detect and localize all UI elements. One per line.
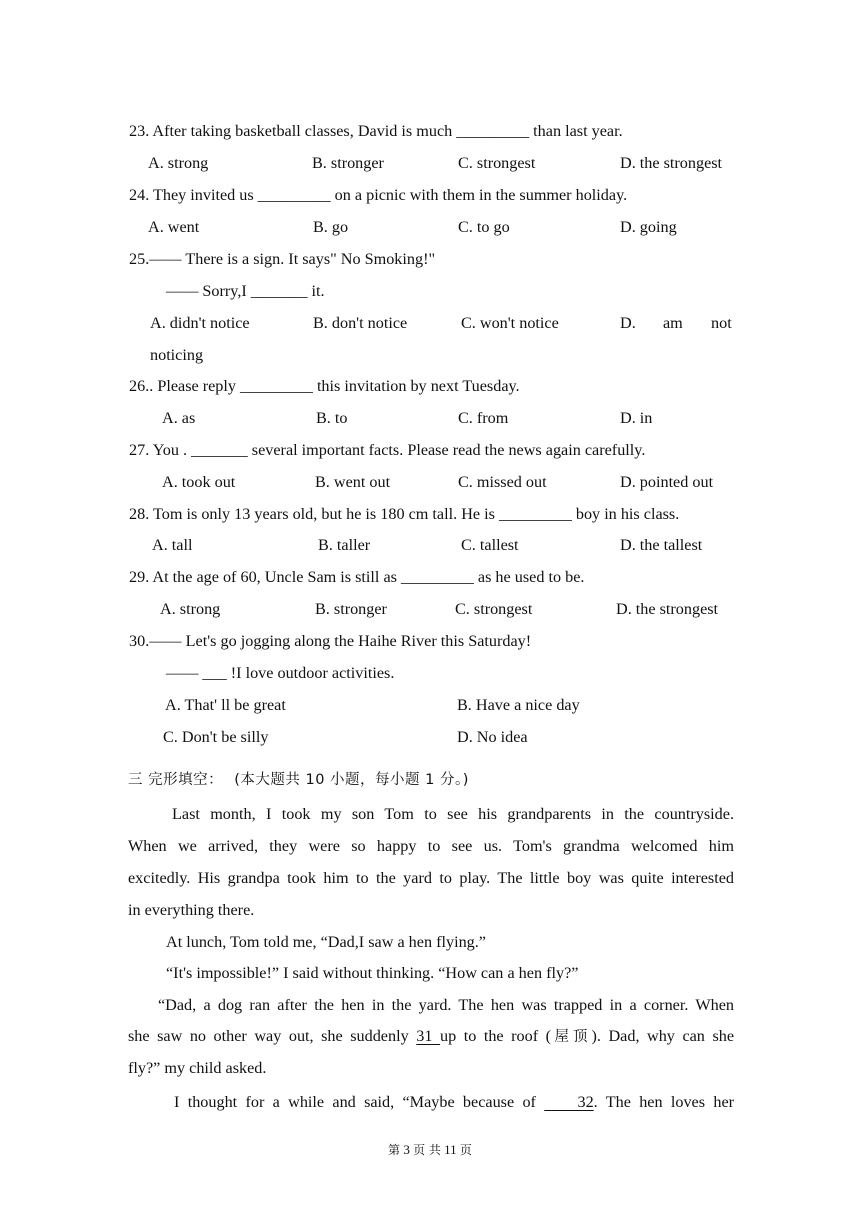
answer-blank: ___: [202, 664, 227, 682]
passage-text: up to the roof (: [439, 1027, 552, 1045]
question-stem: boy in his class.: [575, 505, 680, 523]
option-c: C. strongest: [455, 600, 533, 618]
passage-line: [174, 1094, 734, 1110]
footer-text: 第: [388, 1143, 401, 1157]
question-24: [129, 187, 627, 203]
option-d: D. the strongest: [616, 600, 719, 618]
reply-text: ——: [166, 664, 199, 682]
option-d-wrap: noticing: [150, 346, 204, 364]
question-28: [129, 506, 679, 522]
question-25: [129, 251, 435, 267]
question-stem: You: [152, 441, 179, 459]
option-a: A. as: [162, 409, 196, 427]
answer-blank: _________: [240, 377, 313, 395]
option-c: C. from: [458, 409, 509, 427]
option-a: A. didn't notice: [150, 314, 250, 332]
answer-blank: _______: [250, 282, 308, 300]
option-d: D. No idea: [457, 728, 528, 746]
footer-text: 页 共: [413, 1143, 441, 1157]
question-30-reply: [166, 665, 394, 681]
option-b: B. to: [316, 409, 348, 427]
question-25-reply: [166, 283, 325, 299]
question-stem: After taking basketball classes, David is much: [152, 122, 453, 140]
passage-line: “It's impossible!” I said without thinking. “How can a hen fly?”: [166, 964, 579, 982]
option-a: A. took out: [162, 473, 236, 491]
question-stem: on a picnic with them in the summer holiday.: [334, 186, 628, 204]
answer-blank: _________: [257, 186, 331, 204]
question-stem: Please reply: [157, 377, 236, 395]
question-26: [129, 378, 520, 394]
question-stem: They invited us: [153, 186, 254, 204]
question-number: 25.: [129, 250, 150, 268]
option-a: A. went: [148, 218, 200, 236]
option-b: B. Have a nice day: [457, 696, 580, 714]
option-c: C. Don't be silly: [163, 728, 269, 746]
passage-line: At lunch, Tom told me, “Dad,I saw a hen flying.”: [166, 933, 486, 951]
page-number: 3: [403, 1142, 410, 1157]
option-c: C. to go: [458, 218, 510, 236]
option-b: B. stronger: [312, 154, 384, 172]
question-stem: —— There is a sign. It says" No Smoking!": [149, 250, 436, 268]
question-27: [129, 442, 645, 458]
option-d: D. the strongest: [620, 154, 723, 172]
option-b: B. go: [313, 218, 349, 236]
question-number: 23.: [129, 122, 150, 140]
question-23: [129, 123, 623, 139]
question-stem: Tom is only 13 years old, but he is 180 cm tall. He is: [153, 505, 495, 523]
question-stem: as he used to be.: [477, 568, 585, 586]
cloze-blank-31: 31: [416, 1027, 440, 1045]
option-d-word: not: [711, 314, 732, 332]
passage-line: excitedly. His grandpa took him to the yard to play. The little boy was quite interested: [128, 869, 734, 887]
option-c: C. missed out: [458, 473, 547, 491]
question-30: [129, 633, 531, 649]
page-footer: [0, 1143, 860, 1156]
option-d-word: am: [663, 314, 683, 332]
reply-text: it.: [311, 282, 325, 300]
option-a: A. strong: [160, 600, 221, 618]
option-c: C. won't notice: [461, 314, 559, 332]
option-a: A. That' ll be great: [165, 696, 286, 714]
question-number: 24.: [129, 186, 150, 204]
option-b: B. don't notice: [313, 314, 408, 332]
question-number: 26..: [129, 377, 154, 395]
passage-line: “Dad, a dog ran after the hen in the yard. The hen was trapped in a corner. When: [158, 996, 734, 1014]
passage-line: fly?” my child asked.: [128, 1059, 267, 1077]
answer-blank: _________: [498, 505, 572, 523]
chinese-gloss: 屋顶: [551, 1029, 592, 1045]
option-c: C. strongest: [458, 154, 536, 172]
option-d: D.: [620, 314, 636, 332]
option-c: C. tallest: [461, 536, 519, 554]
passage-line: [128, 1028, 734, 1045]
section-title: 三 完形填空：: [128, 772, 224, 788]
reply-text: !I love outdoor activities.: [230, 664, 395, 682]
section-note: (本大题共 10 小题，每小题 1 分。): [234, 772, 469, 788]
passage-line: in everything there.: [128, 901, 255, 919]
option-a: A. tall: [152, 536, 193, 554]
option-a: A. strong: [148, 154, 209, 172]
answer-blank: _________: [401, 568, 474, 586]
option-b: B. went out: [315, 473, 391, 491]
question-number: 30.: [129, 632, 150, 650]
option-d: D. the tallest: [620, 536, 703, 554]
question-number: 28.: [129, 505, 150, 523]
option-d: D. in: [620, 409, 653, 427]
passage-text: she saw no other way out, she suddenly: [128, 1027, 409, 1045]
option-b: B. taller: [318, 536, 371, 554]
option-b: B. stronger: [315, 600, 387, 618]
question-stem: than last year.: [533, 122, 623, 140]
option-d: D. going: [620, 218, 677, 236]
question-29: [129, 569, 584, 585]
footer-text: 页: [459, 1143, 472, 1157]
answer-blank: _________: [456, 122, 530, 140]
answer-blank: . _______: [183, 441, 248, 459]
question-number: 29.: [129, 568, 150, 586]
question-stem: At the age of 60, Uncle Sam is still as: [152, 568, 397, 586]
passage-line: When we arrived, they were so happy to see us. Tom's grandma welcomed him: [128, 837, 734, 855]
passage-text: ). Dad, why can she: [591, 1027, 735, 1045]
question-stem: this invitation by next Tuesday.: [316, 377, 520, 395]
question-stem: —— Let's go jogging along the Haihe River this Saturday!: [149, 632, 532, 650]
passage-text: . The hen loves her: [593, 1093, 735, 1111]
option-d: D. pointed out: [620, 473, 714, 491]
passage-text: I thought for a while and said, “Maybe because of: [174, 1093, 536, 1111]
question-stem: several important facts. Please read the news again carefully.: [251, 441, 646, 459]
cloze-blank-32: 32: [544, 1093, 594, 1111]
reply-text: —— Sorry,I: [166, 282, 247, 300]
section-heading: [128, 773, 469, 788]
page-total: 11: [444, 1142, 457, 1157]
passage-line: Last month, I took my son Tom to see his grandparents in the countryside.: [172, 805, 734, 823]
question-number: 27.: [129, 441, 150, 459]
